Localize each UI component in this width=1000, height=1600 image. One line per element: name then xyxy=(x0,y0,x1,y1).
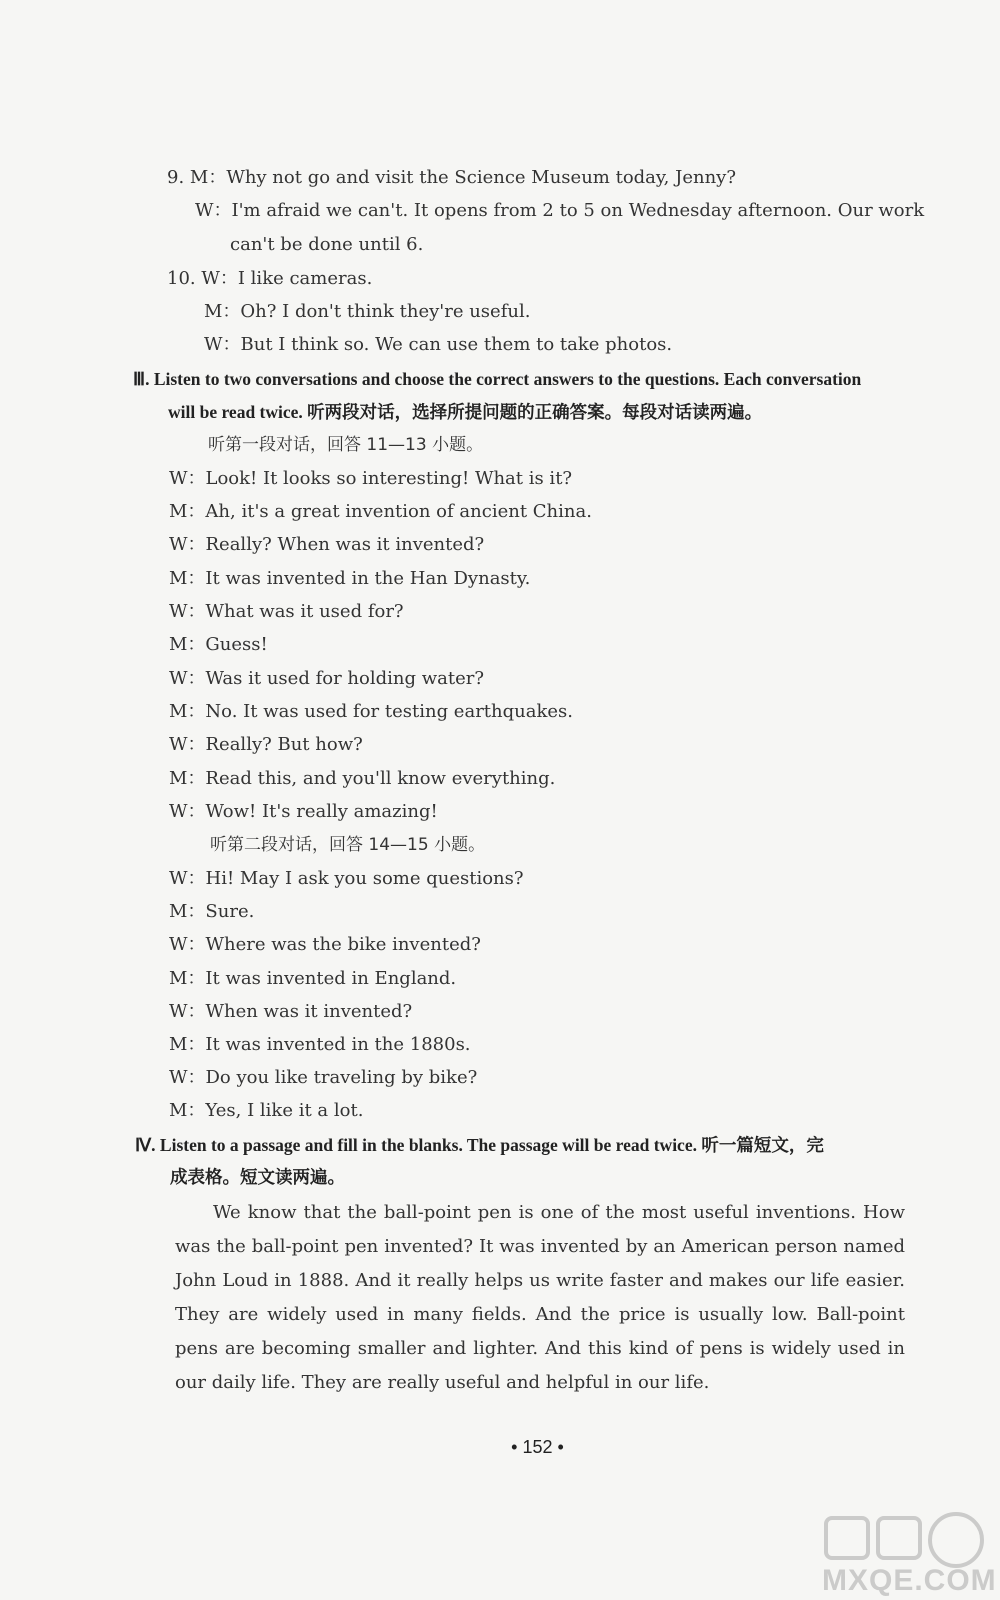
dialogue-line: W：Do you like traveling by bike? xyxy=(169,1067,478,1088)
q9-man-line: 9. M：Why not go and visit the Science Museum today, Jenny? xyxy=(167,167,737,188)
q10-woman-line-2: W：But I think so. We can use them to take photos. xyxy=(204,334,673,355)
dialogue-line: W：Hi! May I ask you some questions? xyxy=(169,868,524,889)
dialogue-line: W：Really? When was it invented? xyxy=(169,534,485,555)
section-4-instruction-cn-2: 成表格。短文读两遍。 xyxy=(170,1168,345,1188)
dialogue-line: M：It was invented in the Han Dynasty. xyxy=(169,568,531,589)
dialogue-line: M：It was invented in the 1880s. xyxy=(169,1034,471,1055)
section-3-heading-line-2 xyxy=(168,400,762,425)
dialogue-line: M：Guess! xyxy=(169,634,268,655)
dialogue-line: W：When was it invented? xyxy=(169,1001,413,1022)
section-4-instruction-en: Listen to a passage and fill in the blanks. The passage will be read twice. xyxy=(159,1135,697,1155)
q10-woman-line: 10. W：I like cameras. xyxy=(167,268,373,289)
dialogue-line: W：Really? But how? xyxy=(169,734,363,755)
q9-woman-line-1: W：I'm afraid we can't. It opens from 2 to 5 on Wednesday afternoon. Our work xyxy=(195,200,925,221)
section-3-instruction-en-1: Listen to two conversations and choose the correct answers to the questions. Each conversation xyxy=(153,369,862,389)
dialogue-line: W：Look! It looks so interesting! What is it? xyxy=(169,468,573,489)
dialogue-line: M：Yes, I like it a lot. xyxy=(169,1100,364,1121)
dialogue-line: M：Read this, and you'll know everything. xyxy=(169,768,556,789)
q10-man-line: M：Oh? I don't think they're useful. xyxy=(204,301,531,322)
dialogue-line: M：Ah, it's a great invention of ancient China. xyxy=(169,501,592,522)
dialogue-line: W：Where was the bike invented? xyxy=(169,934,481,955)
dialogue-line: W：What was it used for? xyxy=(169,601,404,622)
dialogue-line: M：It was invented in England. xyxy=(169,968,457,989)
section-3-heading-line-1 xyxy=(133,367,861,391)
page-number: • 152 • xyxy=(511,1437,564,1457)
section-4-numeral: Ⅳ. xyxy=(135,1135,156,1155)
section-4-heading-line-1 xyxy=(135,1133,824,1158)
conversation-1-heading: 听第一段对话，回答 11—13 小题。 xyxy=(208,435,484,455)
dialogue-line: W：Wow! It's really amazing! xyxy=(169,801,438,822)
passage-text: We know that the ball-point pen is one of the most useful inventions. How was the ball-point pen invented? It was invented by an American person named John Loud in 1888. And it really helps us write faster and makes our life easier. They are widely used in many fields. And the price is usually low. Ball-point pens are becoming smaller and lighter. And this kind of pens is widely used in our daily life. They are really useful and helpful in our life. xyxy=(175,1202,905,1393)
section-4-instruction-cn-1: 听一篇短文，完 xyxy=(701,1136,824,1156)
dialogue-line: M：No. It was used for testing earthquakes. xyxy=(169,701,573,722)
section-3-numeral: Ⅲ. xyxy=(133,369,150,389)
section-3-instruction-cn: 听两段对话，选择所提问题的正确答案。每段对话读两遍。 xyxy=(307,403,763,423)
section-3-instruction-en-2: will be read twice. xyxy=(168,402,303,422)
conversation-2-heading: 听第二段对话，回答 14—15 小题。 xyxy=(210,835,486,855)
watermark-text: MXQE.COM xyxy=(822,1564,997,1597)
q9-woman-line-2: can't be done until 6. xyxy=(230,234,424,255)
dialogue-line: M：Sure. xyxy=(169,901,255,922)
dialogue-line: W：Was it used for holding water? xyxy=(169,668,484,689)
